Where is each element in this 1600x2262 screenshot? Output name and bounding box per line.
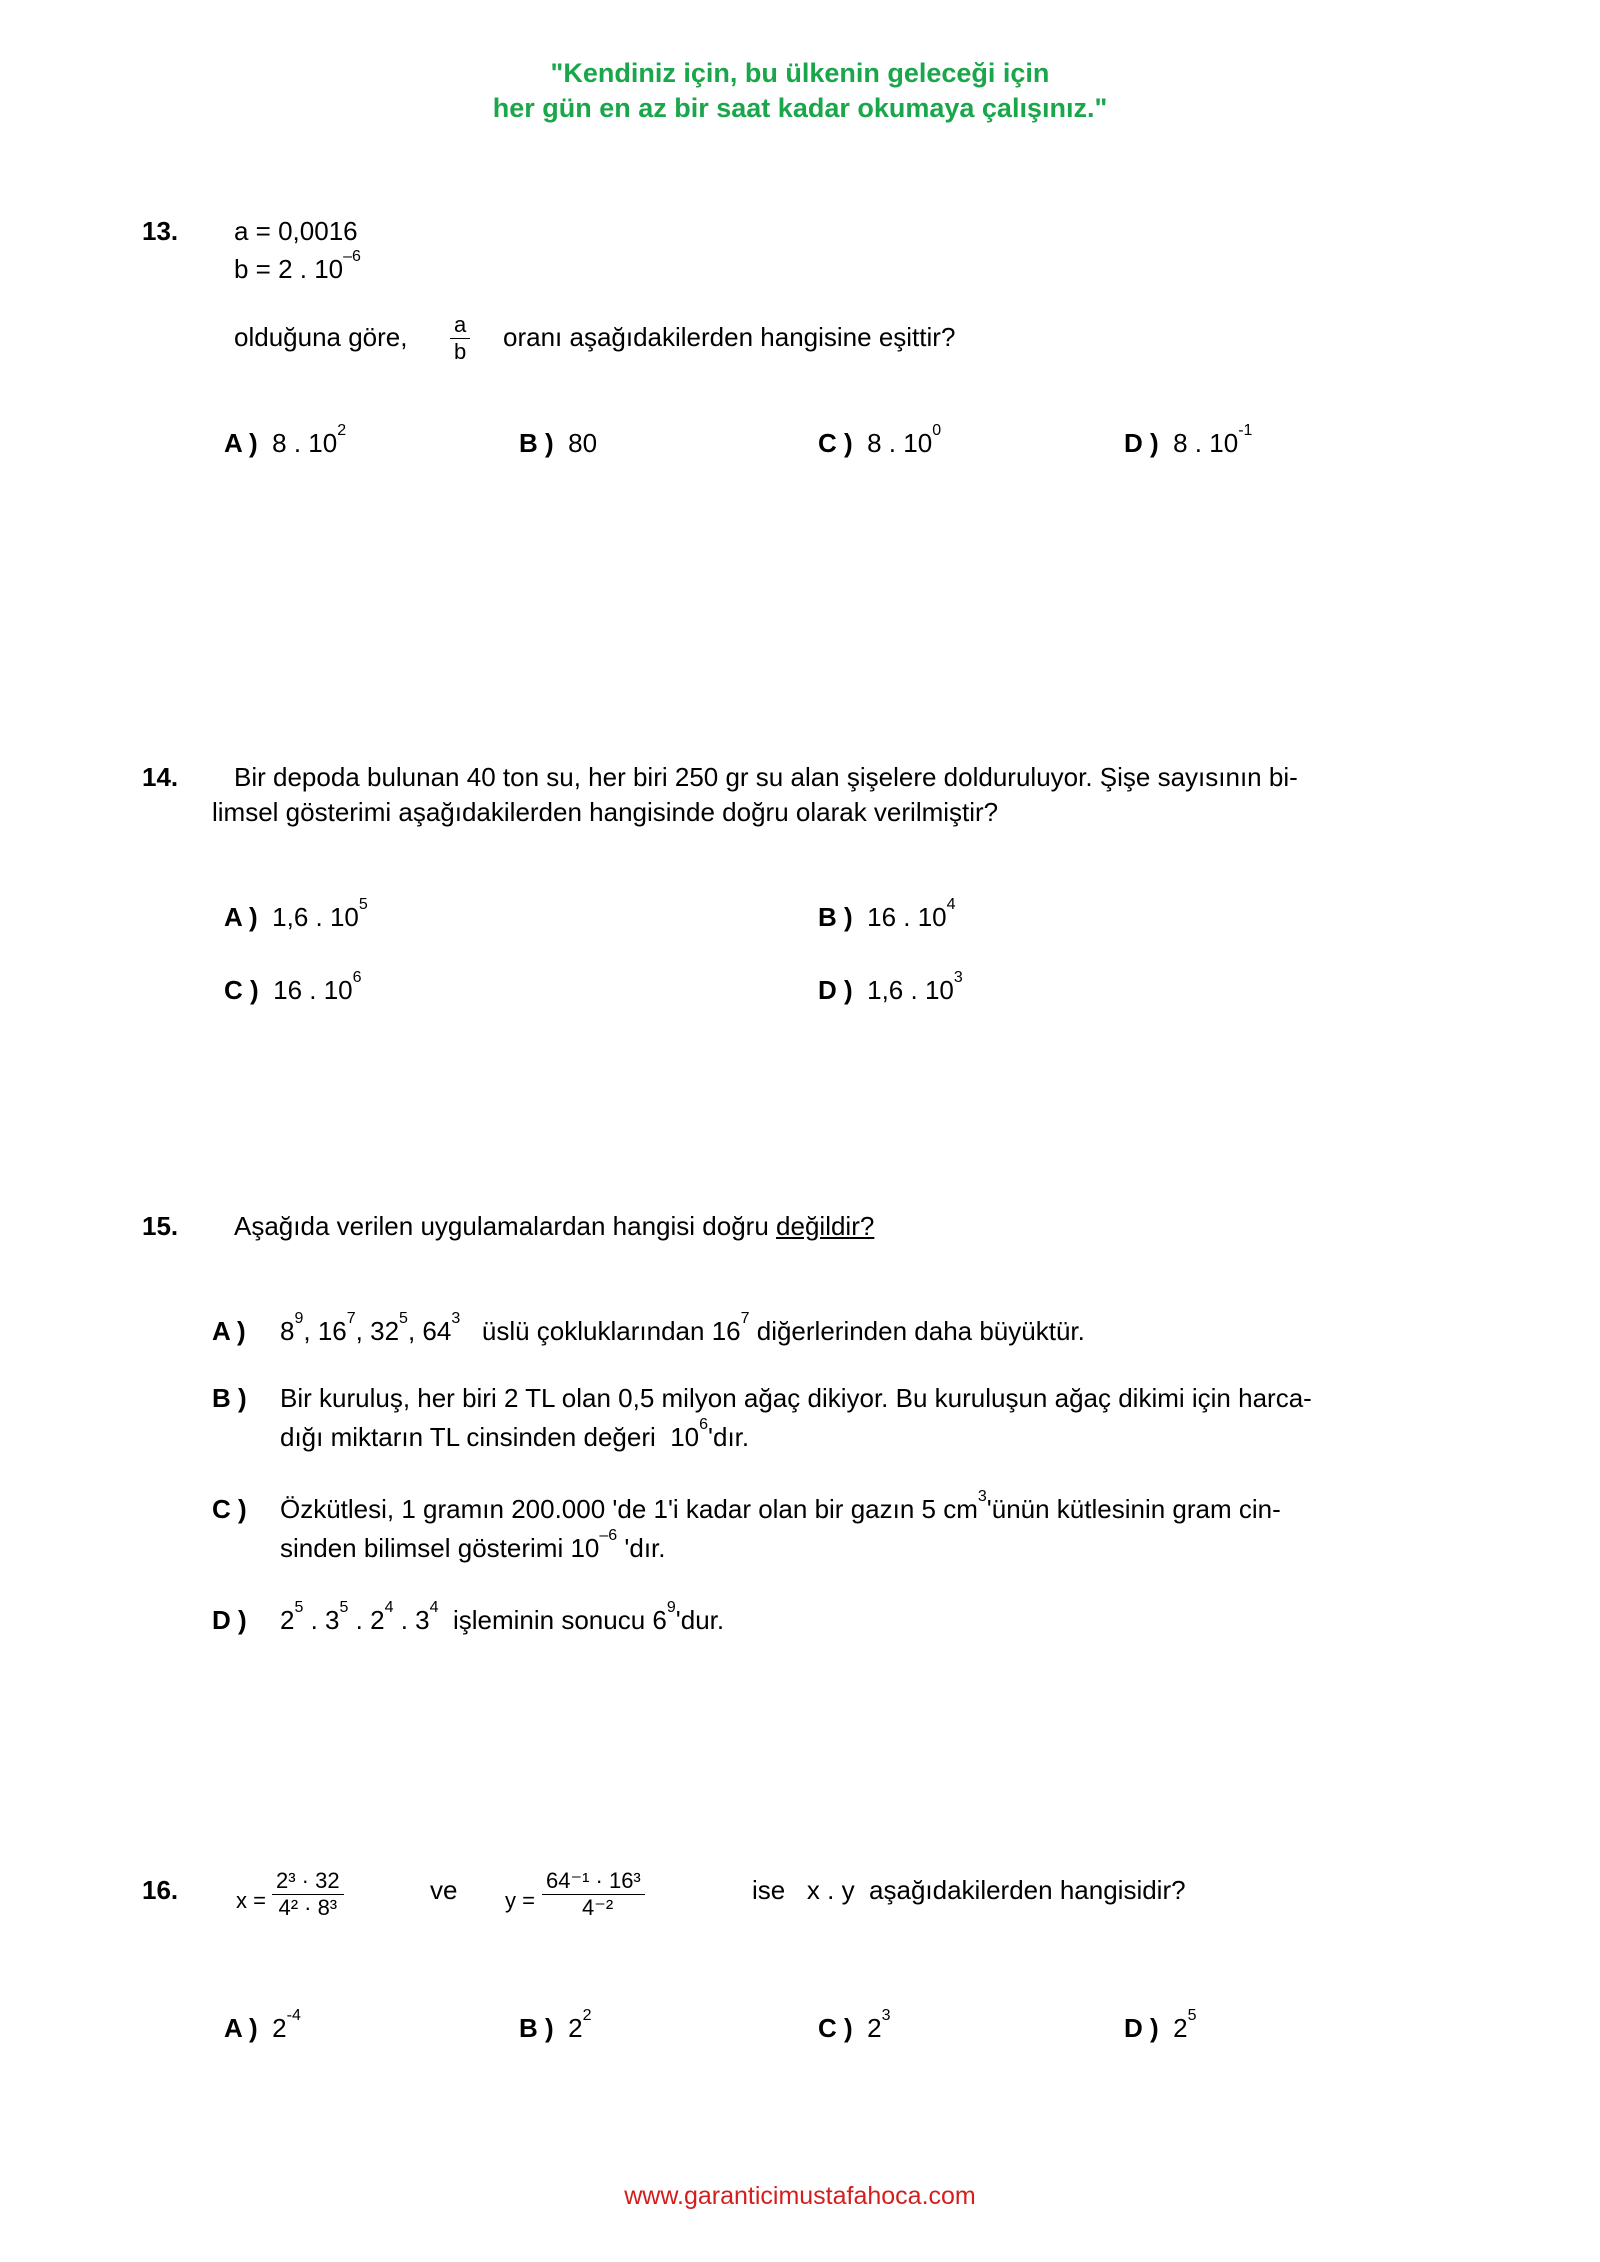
question-text-line-1: Bir depoda bulunan 40 ton su, her biri 250 gr su alan şişelere dolduruluyor. Şişe sayısının bi- xyxy=(234,762,1298,792)
option-c[interactable]: C ) 8 . $10^0$ xyxy=(818,422,942,458)
given-b: b = 2 . $10^{-6}$ xyxy=(234,248,361,284)
x-denominator: 4² · 8³ xyxy=(272,1894,344,1921)
option-d[interactable]: D ) 8 . $10^{-1}$ xyxy=(1124,422,1253,458)
x-numerator: 2³ · 32 xyxy=(276,1868,340,1893)
option-d[interactable]: D ) $2^5$ xyxy=(1124,2007,1197,2043)
y-denominator: 4⁻² xyxy=(542,1894,645,1921)
option-d-label[interactable]: D ) xyxy=(212,1605,247,1635)
ratio-fraction: $\frac{a}{b}$ xyxy=(450,312,470,366)
option-d[interactable]: D ) 1,6 . $10^3$ xyxy=(818,969,963,1005)
motto-line-1: "Kendiniz için, bu ülkenin geleceği için xyxy=(550,58,1050,88)
option-d-text: $2^5$ . $3^5$ . $2^4$ . $3^4$ işleminin sonucu $6^9'dur$. xyxy=(280,1599,725,1635)
question-number: 13. xyxy=(142,216,179,246)
motto-line-2: her gün en az bir saat kadar okumaya çalışınız." xyxy=(492,93,1108,123)
footer-url[interactable]: www.garanticimustafahoca.com xyxy=(624,2182,976,2210)
y-numerator: 64⁻¹ · 16³ xyxy=(546,1868,641,1893)
option-a[interactable]: A ) $2^{-4}$ xyxy=(224,2007,301,2043)
y-fraction xyxy=(542,1868,645,1922)
option-b-text-line-1: Bir kuruluş, her biri 2 TL olan 0,5 milyon ağaç dikiyor. Bu kuruluşun ağaç dikimi için harca- xyxy=(280,1383,1312,1413)
question-number: 15. xyxy=(142,1211,179,1241)
question-number: 14. xyxy=(142,762,179,792)
option-a[interactable]: A ) 8 . $10^2$ xyxy=(224,422,347,458)
given-a: a = 0,0016 xyxy=(234,216,358,246)
question-prompt-suffix: oranı aşağıdakilerden hangisine eşittir? xyxy=(503,322,956,352)
option-c[interactable]: C ) $2^3$ xyxy=(818,2007,891,2043)
option-b-label[interactable]: B ) xyxy=(212,1383,247,1413)
x-label: x = xyxy=(236,1888,266,1913)
option-a-label[interactable]: A ) xyxy=(212,1316,246,1346)
question-number: 16. xyxy=(142,1875,179,1905)
option-b[interactable]: B ) 80 xyxy=(519,428,598,458)
question-prompt: Aşağıda verilen uygulamalardan hangisi doğru değildir? xyxy=(234,1211,875,1241)
option-c[interactable]: C ) 16 . $10^6$ xyxy=(224,969,362,1005)
question-text-line-2: limsel gösterimi aşağıdakilerden hangisinde doğru olarak verilmiştir? xyxy=(212,797,999,827)
option-a-text: $8^9$, $16^7$, $32^5$, $64^3$ üslü çokluklarından $16^7$ diğerlerinden daha büyüktür. xyxy=(280,1310,1085,1346)
x-fraction xyxy=(272,1868,344,1922)
option-b[interactable]: B ) $2^2$ xyxy=(519,2007,592,2043)
option-a[interactable]: A ) 1,6 . $10^5$ xyxy=(224,896,368,932)
option-b[interactable]: B ) 16 . $10^4$ xyxy=(818,896,956,932)
option-c-label[interactable]: C ) xyxy=(212,1494,247,1524)
y-label: y = xyxy=(505,1888,535,1913)
question-text: ise x . y aşağıdakilerden hangisidir? xyxy=(752,1875,1186,1905)
connector-word: ve xyxy=(430,1875,458,1905)
underlined-word: değildir? xyxy=(776,1211,875,1241)
option-b-text-line-2: dığı miktarın TL cinsinden değeri $10^6'dır$. xyxy=(280,1416,750,1452)
question-prompt-prefix: olduğuna göre, xyxy=(234,322,408,352)
option-c-text-line-2: sinden bilimsel gösterimi $10^{-6}$ 'dır. xyxy=(280,1527,666,1563)
option-c-text-line-1: Özkütlesi, 1 gramın 200.000 'de 1'i kadar olan bir gazın 5 $cm^3'ünün$ kütlesinin gram cin- xyxy=(280,1488,1281,1524)
